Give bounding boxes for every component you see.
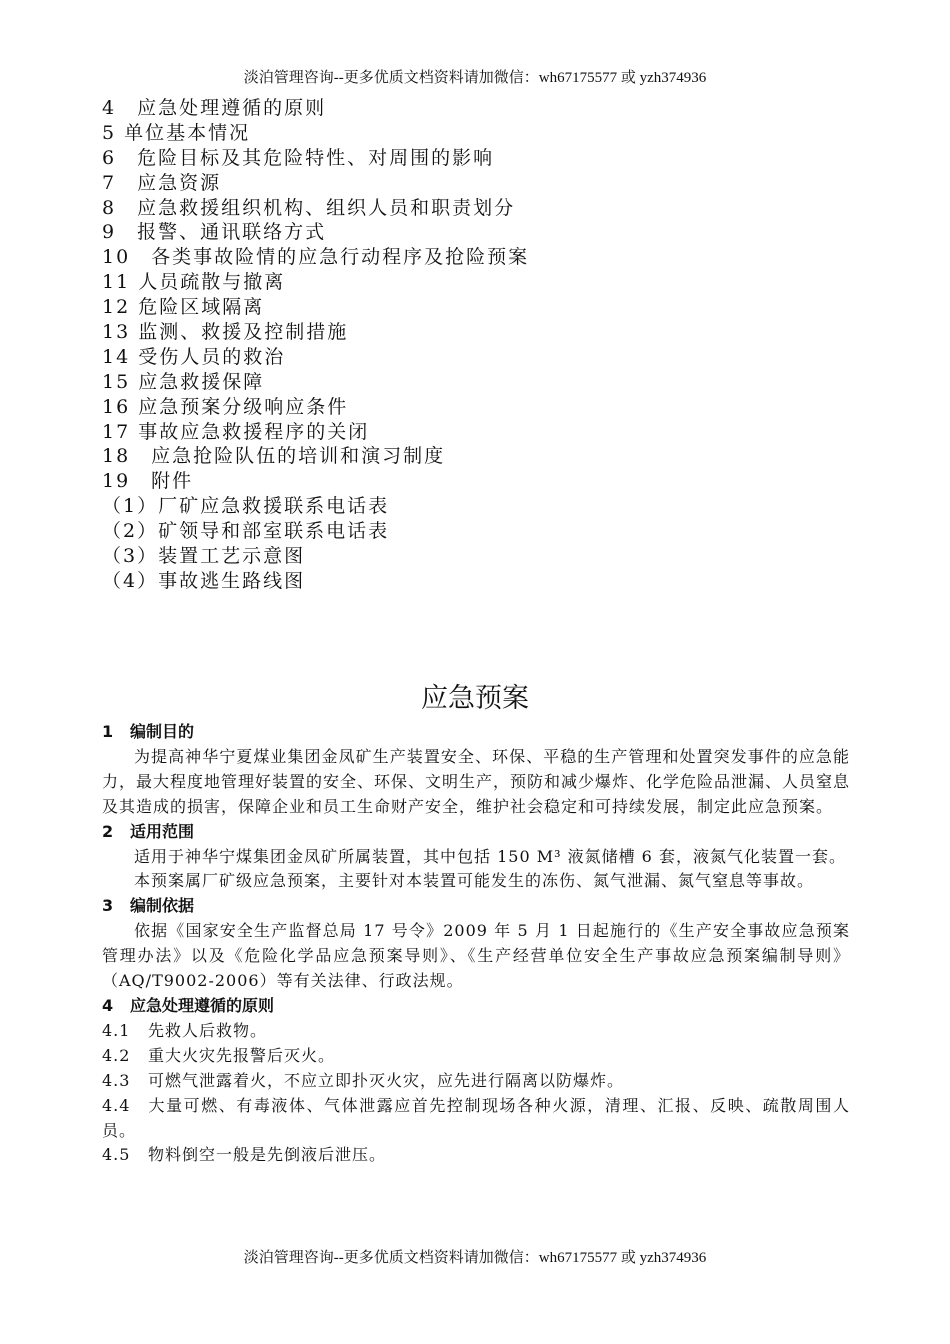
toc-item: 18 应急抢险队伍的培训和演习制度	[102, 445, 446, 468]
section-title: 适用范围	[130, 821, 195, 841]
table-of-contents	[102, 96, 529, 594]
section-number: 2	[102, 821, 114, 841]
toc-item: 6 危险目标及其危险特性、对周围的影响	[102, 146, 495, 169]
document-body	[102, 720, 850, 1168]
page-header: 淡泊管理咨询--更多优质文档资料请加微信：wh67175577 或 yzh374936	[243, 70, 707, 86]
section-title: 编制目的	[130, 722, 195, 741]
toc-item: （3）装置工艺示意图	[102, 545, 306, 568]
toc-item: 8 应急救援组织机构、组织人员和职责划分	[102, 196, 516, 219]
toc-item: 17 事故应急救援程序的关闭	[102, 420, 370, 443]
paragraph: 本预案属厂矿级应急预案，主要针对本装置可能发生的冻伤、氮气泄漏、氮气窒息等事故。	[134, 871, 815, 891]
list-item	[102, 1019, 850, 1044]
toc-item: 10 各类事故险情的应急行动程序及抢险预案	[102, 246, 530, 269]
section-title: 编制依据	[130, 896, 195, 916]
section-heading	[102, 820, 850, 845]
toc-item: 11 人员疏散与撤离	[102, 271, 286, 294]
page-footer: 淡泊管理咨询--更多优质文档资料请加微信：wh67175577 或 yzh374936	[243, 1250, 707, 1266]
toc-item: 12 危险区域隔离	[102, 296, 265, 319]
item-number: 4.2	[102, 1045, 131, 1065]
item-text: 物料倒空一般是先倒液后泄压。	[148, 1145, 387, 1165]
toc-item: 13 监测、救援及控制措施	[102, 321, 349, 344]
list-item	[102, 1044, 850, 1069]
document-title: 应急预案	[421, 683, 529, 714]
toc-item: 16 应急预案分级响应条件	[102, 395, 349, 418]
toc-item: 15 应急救援保障	[102, 370, 265, 393]
toc-item: 9 报警、通讯联络方式	[102, 221, 327, 244]
toc-item: （1）厂矿应急救援联系电话表	[102, 495, 390, 518]
item-text: 大量可燃、有毒液体、气体泄露应首先控制现场各种火源，清理、汇报、反映、疏散周围人员。	[102, 1095, 850, 1140]
section-number: 1	[102, 722, 114, 741]
toc-item: 14 受伤人员的救治	[102, 345, 286, 368]
paragraph: 适用于神华宁煤集团金凤矿所属装置，其中包括 150 M³ 液氮储槽 6 套，液氮气化装置一套。	[134, 846, 846, 866]
paragraph: 为提高神华宁夏煤业集团金凤矿生产装置安全、环保、平稳的生产管理和处置突发事件的应急能力，最大程度地管理好装置的安全、环保、文明生产，预防和减少爆炸、化学危险品泄漏、人员窒息及其造成的损害，保障企业和员工生命财产安全，维护社会稳定和可持续发展，制定此应急预案。	[102, 746, 851, 816]
item-number: 4.5	[102, 1145, 131, 1165]
item-text: 重大火灾先报警后灭火。	[148, 1045, 336, 1065]
item-number: 4.4	[102, 1095, 131, 1115]
toc-item: 19 附件	[102, 470, 194, 493]
toc-item: （2）矿领导和部室联系电话表	[102, 520, 390, 543]
item-text: 可燃气泄露着火，不应立即扑灭火灾，应先进行隔离以防爆炸。	[148, 1070, 625, 1090]
toc-item: （4）事故逃生路线图	[102, 569, 306, 592]
toc-item: 4 应急处理遵循的原则	[102, 97, 327, 119]
list-item	[102, 1069, 850, 1094]
section-heading	[102, 994, 850, 1019]
section-title: 应急处理遵循的原则	[130, 995, 275, 1015]
list-item	[102, 1094, 850, 1144]
section-number: 4	[102, 995, 114, 1015]
item-number: 4.3	[102, 1070, 131, 1090]
section-heading	[102, 720, 850, 745]
section-heading	[102, 894, 850, 919]
paragraph: 依据《国家安全生产监督总局 17 号令》2009 年 5 月 1 日起施行的《生产安全事故应急预案管理办法》以及《危险化学品应急预案导则》、《生产经营单位安全生产事故应急预案编制导则》（AQ/T9002-2006）等有关法律、行政法规。	[102, 921, 850, 991]
section-number: 3	[102, 896, 114, 916]
list-item	[102, 1143, 850, 1168]
toc-item: 5 单位基本情况	[102, 121, 251, 144]
item-text: 先救人后救物。	[148, 1020, 268, 1040]
item-number: 4.1	[102, 1020, 131, 1040]
toc-item: 7 应急资源	[102, 171, 222, 194]
